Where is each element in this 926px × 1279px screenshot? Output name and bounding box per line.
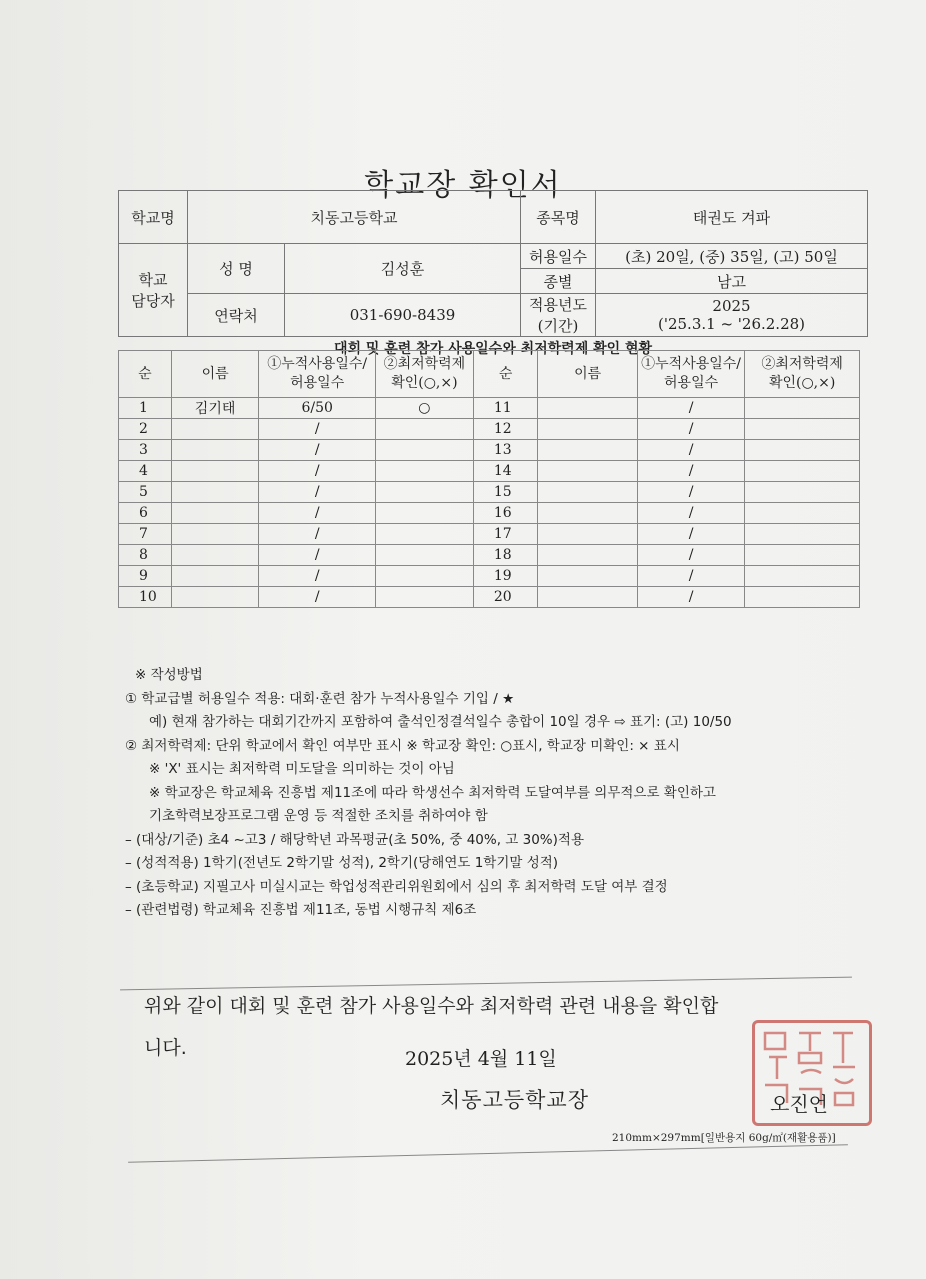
roster-name: [171, 482, 259, 503]
roster-days: /: [637, 419, 744, 440]
roster-no: 9: [119, 566, 172, 587]
col-days: [259, 351, 375, 398]
col-days-2-line2: 허용일수: [664, 375, 719, 391]
roster-no: 16: [473, 503, 538, 524]
school-label: 학교명: [119, 191, 188, 244]
roster-no: 4: [119, 461, 172, 482]
instruction-line: – (관련법령) 학교체육 진흥법 제11조, 동법 시행규칙 제6조: [125, 902, 477, 918]
roster-check: [745, 440, 860, 461]
bottom-line: [128, 1144, 848, 1163]
gender-value: 남고: [596, 269, 868, 294]
confirmation-line1: 위와 같이 대회 및 훈련 참가 사용일수와 최저학력 관련 내용을 확인합: [144, 995, 719, 1017]
roster-check: [375, 482, 473, 503]
col-no-2: 순: [473, 351, 538, 398]
roster-check: [745, 566, 860, 587]
roster-days: /: [259, 503, 375, 524]
year-label-line1: 적용년도: [529, 296, 587, 314]
instruction-line: ※ 작성방법: [135, 667, 203, 683]
roster-no: 1: [119, 398, 172, 419]
roster-name: [538, 566, 637, 587]
col-days-line2: 허용일수: [290, 375, 345, 391]
roster-no: 15: [473, 482, 538, 503]
roster-no: 17: [473, 524, 538, 545]
instruction-line: – (대상/기준) 초4 ~고3 / 해당학년 과목평균(초 50%, 중 40%, 고 30%)적용: [125, 831, 584, 848]
roster-no: 10: [119, 587, 172, 608]
roster-name: [171, 566, 259, 587]
contact-value: 031-690-8439: [285, 294, 521, 337]
roster-no: 12: [473, 419, 538, 440]
table-row: [119, 461, 860, 482]
instruction-line: ② 최저학력제: 단위 학교에서 확인 여부만 표시 ※ 학교장 확인: ○표시, 학교장 미확인: × 표시: [125, 737, 680, 754]
roster-days: /: [259, 566, 375, 587]
manager-label-line1: 학교: [138, 271, 168, 289]
table-row: [119, 524, 860, 545]
roster-check: [375, 461, 473, 482]
col-days-2-line1: ①누적사용일수/: [641, 356, 742, 372]
contact-label: 연락처: [188, 294, 285, 337]
year: 2025: [712, 297, 751, 315]
roster-no: 11: [473, 398, 538, 419]
roster-name: [171, 545, 259, 566]
roster-name: [171, 524, 259, 545]
roster-days: /: [637, 566, 744, 587]
roster-name: [538, 545, 637, 566]
manager-label-line2: 담당자: [131, 292, 175, 310]
sport-label: 종목명: [521, 191, 596, 244]
roster-name: [538, 503, 637, 524]
roster-check: [375, 545, 473, 566]
roster-no: 3: [119, 440, 172, 461]
col-check: [375, 351, 473, 398]
instruction-line: ※ 학교장은 학교체육 진흥법 제11조에 따라 학생선수 최저학력 도달여부를 의무적으로 확인하고: [149, 784, 716, 801]
roster-check: [745, 398, 860, 419]
roster-check: [745, 545, 860, 566]
roster-check: [375, 524, 473, 545]
roster-name: [538, 587, 637, 608]
instructions: [125, 664, 885, 923]
year-label: [521, 294, 596, 337]
roster-name: [538, 440, 637, 461]
year-value: [596, 294, 868, 337]
roster-days: /: [259, 419, 375, 440]
info-table: [118, 190, 868, 337]
name-label: 성 명: [188, 244, 285, 294]
roster-name: [171, 587, 259, 608]
section-title: 대회 및 훈련 참가 사용일수와 최저학력제 확인 현황: [333, 341, 653, 357]
manager-label: [119, 244, 188, 337]
roster-check: [375, 566, 473, 587]
table-row: [119, 503, 860, 524]
table-row: [119, 440, 860, 461]
table-row: [119, 398, 860, 419]
roster-name: [171, 440, 259, 461]
instruction-line: – (초등학교) 지필고사 미실시교는 학업성적관리위원회에서 심의 후 최저학력 도달 여부 결정: [125, 878, 668, 895]
roster-table: [118, 350, 860, 608]
roster-name: [538, 482, 637, 503]
gender-label: 종별: [521, 269, 596, 294]
roster-no: 8: [119, 545, 172, 566]
roster-name: [538, 461, 637, 482]
roster-days: /: [637, 440, 744, 461]
roster-no: 2: [119, 419, 172, 440]
allowed-days-value: (초) 20일, (중) 35일, (고) 50일: [596, 244, 868, 269]
roster-check: [375, 419, 473, 440]
roster-name: [171, 461, 259, 482]
year-label-line2: (기간): [537, 317, 579, 335]
roster-name: [171, 503, 259, 524]
table-row: [119, 587, 860, 608]
roster-no: 14: [473, 461, 538, 482]
col-check-2-line2: 확인(○,×): [768, 375, 836, 391]
roster-name: [171, 419, 259, 440]
roster-check: [745, 482, 860, 503]
roster-days: /: [637, 503, 744, 524]
col-check-line1: ②최저학력제: [383, 356, 466, 372]
table-row: [119, 545, 860, 566]
roster-check: [375, 587, 473, 608]
roster-check: [375, 503, 473, 524]
instruction-line: 기초학력보장프로그램 운영 등 적절한 조치를 취하여야 함: [149, 808, 488, 824]
roster-check: [375, 440, 473, 461]
roster-name: [538, 419, 637, 440]
roster-name: [538, 398, 637, 419]
col-days-line1: ①누적사용일수/: [267, 356, 368, 372]
signer-name: 오진언: [770, 1092, 828, 1116]
roster-days: /: [637, 482, 744, 503]
confirmation-line2: 니다.: [144, 1037, 187, 1059]
roster-no: 18: [473, 545, 538, 566]
roster-no: 7: [119, 524, 172, 545]
roster-check: [745, 503, 860, 524]
roster-days: /: [259, 587, 375, 608]
col-name-2: 이름: [538, 351, 637, 398]
roster-check: ○: [375, 398, 473, 419]
col-no: 순: [119, 351, 172, 398]
roster-check: [745, 419, 860, 440]
table-row: [119, 566, 860, 587]
roster-days: /: [637, 587, 744, 608]
roster-name: 김기태: [171, 398, 259, 419]
col-days-2: [637, 351, 744, 398]
roster-no: 13: [473, 440, 538, 461]
roster-check: [745, 524, 860, 545]
roster-check: [745, 587, 860, 608]
paper-spec: 210mm×297mm[일반용지 60g/㎡(재활용품)]: [612, 1132, 836, 1144]
roster-days: /: [637, 398, 744, 419]
sport-value: 태권도 겨파: [596, 191, 868, 244]
col-check-2-line1: ②최저학력제: [761, 356, 843, 372]
roster-days: /: [637, 524, 744, 545]
instruction-line: 예) 현재 참가하는 대회기간까지 포함하여 출석인정결석일수 총합이 10일 경우 ⇨ 표기: (고) 10/50: [149, 714, 732, 730]
roster-no: 19: [473, 566, 538, 587]
roster-days: /: [259, 440, 375, 461]
school-name: 치동고등학교: [188, 191, 521, 244]
principal-title: 치동고등학교장: [440, 1088, 590, 1112]
instruction-line: ※ 'X' 표시는 최저학력 미도달을 의미하는 것이 아님: [149, 761, 455, 777]
instruction-line: – (성적적용) 1학기(전년도 2학기말 성적), 2학기(당해연도 1학기말 성적): [125, 855, 559, 871]
period: ('25.3.1 ~ '26.2.28): [657, 315, 806, 333]
name-value: 김성훈: [285, 244, 521, 294]
table-row: [119, 482, 860, 503]
roster-no: 20: [473, 587, 538, 608]
allowed-days-label: 허용일수: [521, 244, 596, 269]
roster-no: 6: [119, 503, 172, 524]
roster-name: [538, 524, 637, 545]
table-row: [119, 419, 860, 440]
issue-date: 2025년 4월 11일: [405, 1048, 557, 1070]
roster-days: /: [259, 482, 375, 503]
col-check-2: [745, 351, 860, 398]
roster-days: /: [637, 545, 744, 566]
roster-no: 5: [119, 482, 172, 503]
roster-days: /: [259, 461, 375, 482]
roster-days: /: [259, 545, 375, 566]
roster-check: [745, 461, 860, 482]
roster-days: /: [637, 461, 744, 482]
col-check-line2: 확인(○,×): [391, 375, 458, 391]
document-title: 학교장 확인서: [364, 168, 562, 203]
roster-days: 6/50: [259, 398, 375, 419]
instruction-line: ① 학교급별 허용일수 적용: 대회·훈련 참가 누적사용일수 기입 / ★: [125, 690, 515, 707]
roster-days: /: [259, 524, 375, 545]
col-name: 이름: [171, 351, 259, 398]
